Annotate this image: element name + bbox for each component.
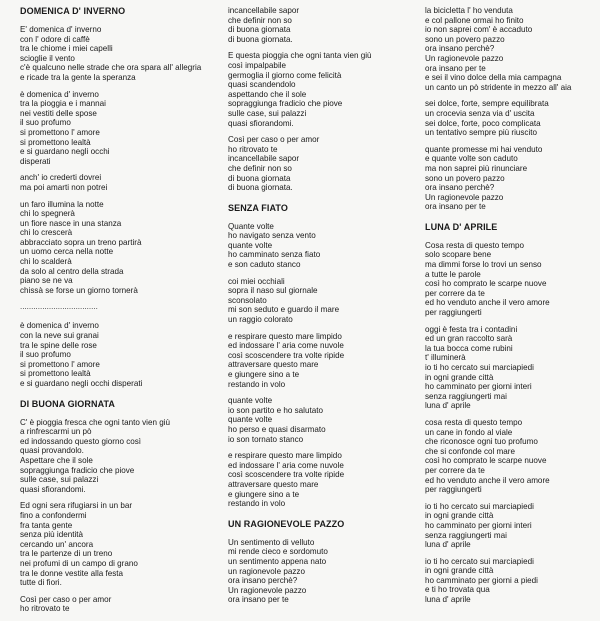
lyric-line: luna d' aprile: [425, 401, 471, 411]
lyric-line: si promettono l' amore: [20, 127, 100, 137]
lyric-line: quasi sfiorandomi.: [228, 118, 294, 128]
lyric-line: sei dolce, forte, poco complicata: [425, 118, 541, 128]
lyric-line: tra le spine delle rose: [20, 340, 97, 350]
stanza: [425, 241, 597, 318]
lyric-line: di buona giornata: [228, 25, 291, 35]
lyric-line: chi lo crescerà: [20, 228, 73, 238]
lyric-line: quante promesse mi hai venduto: [425, 144, 543, 154]
lyric-line: un uomo cerca nella notte: [20, 247, 114, 257]
lyric-line: Aspettare che il sole: [20, 455, 93, 465]
lyric-line: ho navigato senza vento: [228, 231, 316, 241]
lyric-line: chi lo scalderà: [20, 257, 72, 267]
stanza: [425, 325, 597, 411]
lyric-line: con la neve sui granai: [20, 331, 99, 341]
lyric-line: il suo profumo: [20, 350, 71, 360]
lyric-line: fino a confondermi: [20, 510, 87, 520]
lyric-line: anch' io crederti dovrei: [20, 173, 102, 183]
lyric-line: c'è qualcuno nelle strade che ora spara all' allegria: [20, 63, 202, 73]
lyric-line: oggi è festa tra i contadini: [425, 324, 518, 334]
lyric-line: ho ritrovato te: [228, 144, 278, 154]
stanza: [425, 418, 597, 495]
lyric-line: ed indossare l' aria come nuvole: [228, 460, 344, 470]
lyric-line: a tutte le parole: [425, 269, 481, 279]
stanza: [425, 99, 597, 137]
lyric-line: io son tornato stanco: [228, 434, 304, 444]
lyric-line: sono un povero pazzo: [425, 173, 505, 183]
lyric-line: per raggiungerti: [425, 485, 482, 495]
lyric-line: scioglie il vento: [20, 53, 75, 63]
lyric-line: piano se ne va: [20, 276, 73, 286]
lyric-line: quasi sfiorandomi.: [20, 484, 86, 494]
lyric-line: che definir non so: [228, 15, 292, 25]
stanza: [228, 538, 418, 605]
lyric-line: coi miei occhiali: [228, 276, 285, 286]
stanza: [228, 451, 418, 509]
lyric-line: attraversare questo mare: [228, 360, 319, 370]
lyric-line: Cosa resta di questo tempo: [425, 240, 524, 250]
lyric-line: ho camminato per giorni interi: [425, 520, 532, 530]
column-2: [228, 6, 418, 612]
song-section: [425, 6, 597, 212]
lyric-line: sopraggiunga fradicio che piove: [228, 99, 343, 109]
lyric-line: ora insano perchè?: [425, 44, 495, 54]
lyric-line: senza più identità: [20, 530, 83, 540]
lyric-line: di buona giornata.: [228, 34, 293, 44]
lyric-line: restando in volo: [228, 499, 286, 509]
stanza: [20, 501, 220, 587]
lyric-line: mi rende cieco e sordomuto: [228, 547, 328, 557]
lyric-line: senza raggiungerti mai: [425, 391, 507, 401]
lyric-line: Un ragionevole pazzo: [425, 53, 504, 63]
lyric-line: abbracciato sopra un treno partirà: [20, 237, 142, 247]
song-title: DOMENICA D' INVERNO: [20, 6, 126, 16]
lyric-line: è domenica d' inverno: [20, 321, 99, 331]
lyric-line: io non saprei com' è accaduto: [425, 25, 533, 35]
lyric-line: un cane in fondo al viale: [425, 427, 513, 437]
lyric-line: per raggiungerti: [425, 308, 482, 318]
stanza: [228, 135, 418, 193]
lyric-line: ma non saprei più rinunciare: [425, 163, 528, 173]
lyric-line: e col pallone ormai ho finito: [425, 15, 524, 25]
stanza: [228, 51, 418, 128]
lyric-line: restando in volo: [228, 379, 286, 389]
lyric-line: che si confonde col mare: [425, 446, 515, 456]
lyric-line: si promettono l' amore: [20, 359, 100, 369]
lyric-line: germoglia il giorno come felicità: [228, 70, 342, 80]
lyric-line: t' illuminerà: [425, 353, 466, 363]
lyric-line: luna d' aprile: [425, 540, 471, 550]
lyric-line: quante volte: [228, 240, 273, 250]
lyric-line: un crocevia senza via d' uscita: [425, 108, 535, 118]
lyric-line: Ed ogni sera rifugiarsi in un bar: [20, 501, 133, 511]
lyric-line: e ricade tra la gente la speranza: [20, 72, 136, 82]
lyric-line: aspettando che il sole: [228, 89, 307, 99]
lyric-line: C' è pioggia fresca che ogni tanto vien giù: [20, 417, 171, 427]
song-title: UN RAGIONEVOLE PAZZO: [228, 518, 345, 529]
lyric-line: ora insano per te: [228, 595, 289, 605]
lyric-line: così impalpabile: [228, 60, 287, 70]
stanza: [20, 200, 220, 296]
lyric-line: per correre da te: [425, 288, 485, 298]
lyric-line: e respirare questo mare limpido: [228, 451, 342, 461]
dotted-separator: ...................................: [20, 302, 98, 312]
lyric-line: tra le partenze di un treno: [20, 549, 113, 559]
lyric-line: un tentativo sempre più riuscito: [425, 128, 538, 138]
lyric-line: ho camminato senza fiato: [228, 250, 321, 260]
lyric-line: e quante volte son caduto: [425, 154, 518, 164]
lyric-line: e si guardano negli occhi disperati: [20, 379, 143, 388]
lyric-line: con l' odore di caffè: [20, 34, 90, 44]
stanza: [20, 418, 220, 495]
stanza: [20, 321, 220, 388]
lyric-line: luna d' aprile: [425, 595, 471, 605]
lyric-line: attraversare questo mare: [228, 479, 319, 489]
lyric-line: Un ragionevole pazzo: [228, 585, 307, 595]
stanza: [228, 277, 418, 325]
lyric-line: per correre da te: [425, 465, 485, 475]
lyric-line: e respirare questo mare limpido: [228, 331, 342, 341]
lyric-line: ora insano per te: [425, 63, 486, 73]
stanza: [20, 25, 220, 83]
lyric-line: così scoscendere tra volte ripide: [228, 470, 345, 480]
lyric-line: io ti ho cercato sui marciapiedi: [425, 556, 534, 566]
lyric-line: un ragionevole pazzo: [228, 566, 305, 576]
lyric-line: sopra il naso sul giornale: [228, 286, 318, 296]
column-1: [20, 6, 220, 621]
lyric-line: chi lo spegnerà: [20, 209, 75, 219]
stanza: [228, 332, 418, 390]
stanza: [228, 396, 418, 444]
lyric-line: E questa pioggia che ogni tanta vien giù: [228, 51, 372, 61]
song-title: DI BUONA GIORNATA: [20, 398, 116, 409]
lyric-line: sulle case, sui palazzi: [228, 108, 307, 118]
lyric-line: a rinfrescarmi un pò: [20, 427, 92, 437]
lyric-line: di buona giornata.: [228, 183, 293, 193]
lyric-line: da solo al centro della strada: [20, 266, 124, 276]
lyric-line: ora insano perchè?: [228, 576, 298, 586]
song-section: [20, 6, 220, 389]
lyric-line: ed indossando questo giorno così: [20, 436, 142, 446]
lyric-line: e si guardano negli occhi: [20, 147, 110, 157]
lyric-line: in ogni grande città: [425, 372, 494, 382]
lyric-line: in ogni grande città: [425, 511, 494, 521]
song-section: [20, 399, 220, 614]
lyric-line: io son partito e ho salutato: [228, 405, 323, 415]
lyric-line: che definir non so: [228, 163, 292, 173]
lyric-line: ho perso e quasi disarmato: [228, 424, 326, 434]
lyric-line: e giungere sino a te: [228, 370, 300, 379]
lyric-line: sei dolce, forte, sempre equilibrata: [425, 99, 549, 109]
lyric-line: e ti ho trovata qua: [425, 585, 490, 595]
lyric-line: sopraggiunga fradicio che piove: [20, 465, 135, 475]
lyric-line: ma poi amarti non potrei: [20, 182, 108, 192]
lyric-line: cercando un' ancora: [20, 539, 94, 549]
lyric-line: fra tanta gente: [20, 520, 73, 530]
lyric-line: che riconosce ogni tuo profumo: [425, 437, 538, 447]
song-title: LUNA D' APRILE: [425, 221, 498, 232]
song-section: [228, 6, 418, 193]
lyric-line: tra la pioggia e i mannai: [20, 99, 106, 109]
lyric-line: cosa resta di questo tempo: [425, 417, 523, 427]
lyric-line: ed indossare l' aria come nuvole: [228, 341, 344, 351]
lyric-line: e giungere sino a te: [228, 489, 300, 499]
lyric-line: la tua bocca come rubini: [425, 343, 513, 353]
lyric-line: ora insano perchè?: [425, 183, 495, 193]
lyric-line: Così per caso o per amor: [228, 135, 320, 145]
lyric-line: un sentimento appena nato: [228, 556, 327, 566]
song-section: [425, 222, 597, 605]
column-3: [425, 6, 597, 612]
lyric-line: tutte di fiori.: [20, 578, 62, 588]
lyric-line: si promettono lealtà: [20, 137, 91, 147]
stanza: [425, 145, 597, 212]
lyric-line: incancellabile sapor: [228, 6, 300, 15]
lyric-line: io ti ho cercato sui marciapiedi: [425, 363, 534, 372]
lyric-line: ora insano per te: [425, 202, 486, 212]
stanza: [20, 595, 220, 614]
lyric-line: sono un povero pazzo: [425, 34, 505, 44]
song-title: SENZA FIATO: [228, 202, 288, 213]
lyric-line: di buona giornata: [228, 173, 291, 183]
lyric-line: quante volte: [228, 396, 273, 406]
lyric-line: tra le chiome i miei capelli: [20, 44, 113, 54]
stanza: [425, 6, 597, 92]
stanza: [20, 173, 220, 192]
stanza: [425, 502, 597, 550]
lyric-line: e sei il vino dolce della mia campagna: [425, 73, 562, 83]
lyric-line: mi son seduto e guardo il mare: [228, 305, 340, 315]
lyric-line: un raggio colorato: [228, 315, 293, 325]
stanza: [20, 90, 220, 167]
lyric-line: solo scopare bene: [425, 250, 492, 260]
lyric-line: ho camminato per giorni interi: [425, 382, 532, 392]
lyric-line: nei profumi di un campo di grano: [20, 558, 138, 568]
lyric-line: senza raggiungerti mai: [425, 530, 507, 540]
song-section: [228, 203, 418, 509]
lyric-line: quante volte: [228, 415, 273, 425]
lyric-line: sconsolato: [228, 295, 267, 305]
lyric-line: è domenica d' inverno: [20, 89, 99, 99]
lyric-line: Un ragionevole pazzo: [425, 192, 504, 202]
lyric-line: ho camminato per giorni a piedi: [425, 575, 538, 585]
lyric-line: ed ho venduto anche il vero amore: [425, 298, 550, 308]
lyric-line: si promettono lealtà: [20, 369, 91, 379]
lyric-line: così ho comprato le scarpe nuove: [425, 456, 547, 466]
stanza: [228, 222, 418, 270]
lyric-line: in ogni grande città: [425, 566, 494, 576]
lyric-line: Un sentimento di velluto: [228, 537, 315, 547]
lyric-line: ed ho venduto anche il vero amore: [425, 475, 550, 485]
lyric-line: incancellabile sapor: [228, 154, 300, 164]
lyric-line: la bicicletta l' ho venduta: [425, 6, 513, 15]
lyric-line: tra le donne vestite alla festa: [20, 568, 124, 578]
lyric-line: ed un gran raccolto sarà: [425, 334, 513, 344]
lyric-line: così ho comprato le scarpe nuove: [425, 279, 547, 289]
lyric-line: ho ritrovato te: [20, 604, 70, 614]
lyric-line: il suo profumo: [20, 118, 71, 128]
song-section: [228, 519, 418, 605]
lyric-line: disperati: [20, 156, 51, 166]
lyric-line: Quante volte: [228, 221, 274, 231]
lyric-line: E' domenica d' inverno: [20, 25, 102, 34]
lyric-line: quasi scandendolo: [228, 80, 296, 90]
lyric-line: Così per caso o per amor: [20, 594, 112, 604]
lyric-line: così scoscendere tra volte ripide: [228, 350, 345, 360]
lyric-line: chissà se forse un giorno tornerà: [20, 285, 138, 295]
lyric-line: nei vestiti delle spose: [20, 108, 97, 118]
lyric-line: sulle case, sui palazzi: [20, 475, 99, 485]
lyric-line: un faro illumina la notte: [20, 199, 104, 209]
lyric-line: un canto un pò stridente in mezzo all' aia: [425, 82, 572, 92]
lyric-line: e son caduto stanco: [228, 260, 301, 270]
lyric-line: ma dimmi forse lo trovi un senso: [425, 260, 542, 270]
lyric-line: un fiore nasce in una stanza: [20, 218, 122, 228]
lyric-line: io ti ho cercato sui marciapiedi: [425, 501, 534, 511]
lyric-line: quasi provandolo.: [20, 446, 84, 456]
stanza: [425, 557, 597, 605]
stanza: [228, 6, 418, 44]
